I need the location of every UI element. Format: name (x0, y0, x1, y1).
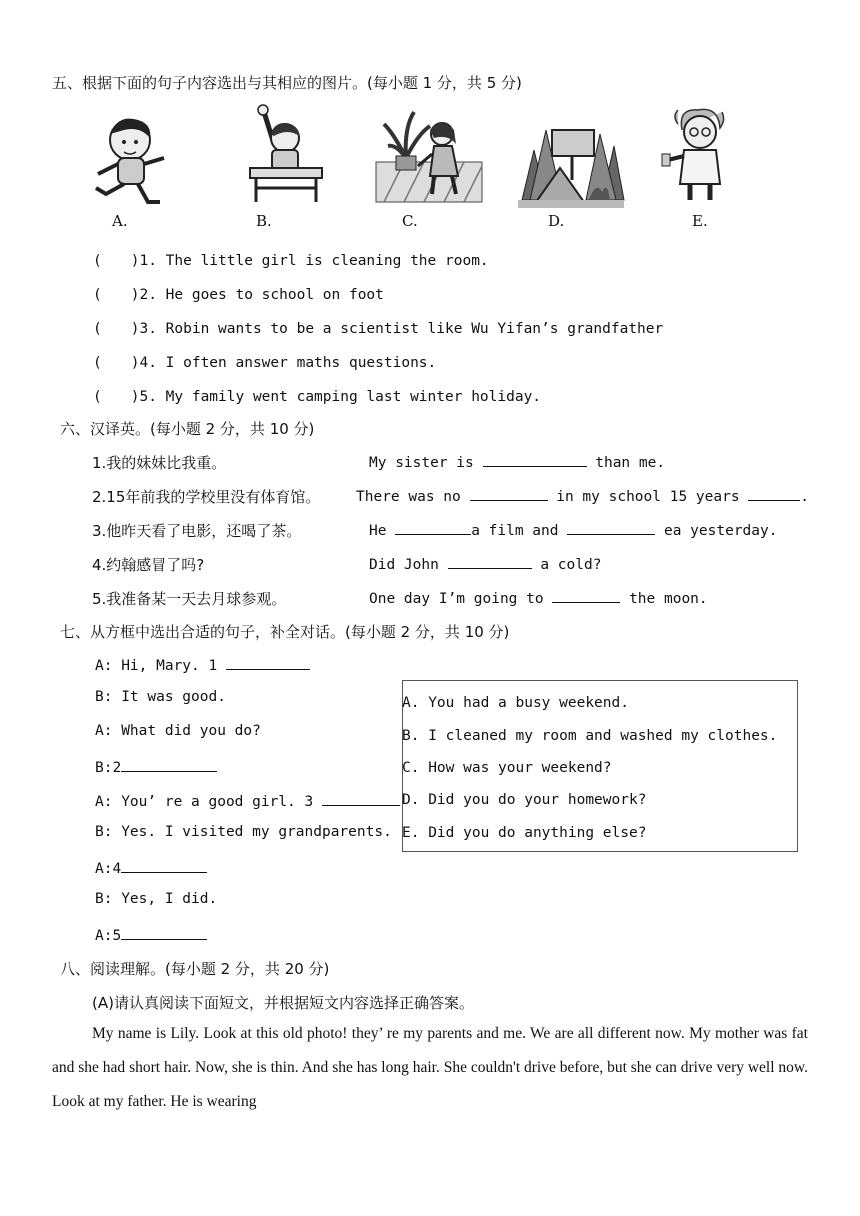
answer-blank[interactable] (395, 520, 471, 535)
s6-en-1: My sister is than me. (369, 452, 665, 471)
option-c: C. How was your weekend? (402, 760, 612, 776)
s6-en-2: There was no in my school 15 years . (356, 486, 809, 505)
answer-blank[interactable] (470, 486, 548, 501)
running-boy-icon (78, 112, 188, 212)
dialogue-line-5: A: You’ re a good girl. 3 (95, 791, 400, 810)
dialogue-line-1: A: Hi, Mary. 1 (95, 655, 310, 674)
answer-blank[interactable] (483, 452, 587, 467)
reading-passage: My name is Lily. Look at this old photo! they’ re my parents and me. We are all different now. My mother was fat and she had short hair. Now, she is thin. And she has long hair. She couldn't drive before, but she can drive very well now. Look at my father. He is wearing (52, 1025, 808, 1110)
girl-cleaning-icon (374, 104, 484, 204)
section8-title: 八、阅读理解。(每小题 2 分，共 20 分) (60, 960, 330, 978)
s5-item-4: ( )4. I often answer maths questions. (93, 355, 437, 371)
answer-blank[interactable] (448, 554, 532, 569)
picture-label-a: A. (112, 212, 128, 230)
answer-blank[interactable] (121, 757, 217, 772)
section6-title: 六、汉译英。(每小题 2 分，共 10 分) (60, 420, 315, 438)
option-b: B. I cleaned my room and washed my clothes. (402, 728, 778, 744)
option-e: E. Did you do anything else? (402, 825, 647, 841)
dialogue-line-7: A:4 (95, 858, 207, 877)
s6-cn-2: 2.15年前我的学校里没有体育馆。 (92, 488, 321, 506)
section8-subtitle: (A)请认真阅读下面短文，并根据短文内容选择正确答案。 (92, 994, 474, 1012)
option-a: A. You had a busy weekend. (402, 695, 629, 711)
s6-en-5: One day I’m going to the moon. (369, 588, 708, 607)
answer-blank[interactable] (322, 791, 400, 806)
answer-blank[interactable] (552, 588, 620, 603)
dialogue-line-8: B: Yes, I did. (95, 891, 218, 907)
picture-label-c: C. (402, 212, 418, 230)
picture-label-b: B. (256, 212, 272, 230)
answer-blank[interactable] (748, 486, 800, 501)
s6-cn-3: 3.他昨天看了电影，还喝了茶。 (92, 522, 302, 540)
dialogue-line-6: B: Yes. I visited my grandparents. (95, 824, 392, 840)
option-d: D. Did you do your homework? (402, 792, 647, 808)
camping-tent-icon (516, 110, 626, 210)
answer-blank[interactable] (226, 655, 310, 670)
s5-item-2: ( )2. He goes to school on foot (93, 287, 384, 303)
s6-en-3: He a film and ea yesterday. (369, 520, 777, 539)
scientist-icon (648, 104, 758, 204)
answer-blank[interactable] (121, 858, 207, 873)
s6-cn-4: 4.约翰感冒了吗? (92, 556, 205, 574)
s6-cn-5: 5.我准备某一天去月球参观。 (92, 590, 287, 608)
section5-title: 五、根据下面的句子内容选出与其相应的图片。(每小题 1 分，共 5 分) (52, 74, 522, 92)
picture-label-d: D. (548, 212, 565, 230)
boy-raising-hand-icon (230, 104, 340, 204)
picture-label-e: E. (692, 212, 708, 230)
s5-item-1: ( )1. The little girl is cleaning the room. (93, 253, 489, 269)
answer-blank[interactable] (121, 925, 207, 940)
s6-cn-1: 1.我的妹妹比我重。 (92, 454, 227, 472)
dialogue-line-3: A: What did you do? (95, 723, 261, 739)
answer-blank[interactable] (567, 520, 655, 535)
dialogue-line-9: A:5 (95, 925, 207, 944)
dialogue-line-2: B: It was good. (95, 689, 226, 705)
dialogue-line-4: B:2 (95, 757, 217, 776)
section7-title: 七、从方框中选出合适的句子，补全对话。(每小题 2 分，共 10 分) (60, 623, 510, 641)
s5-item-3: ( )3. Robin wants to be a scientist like Wu Yifan’s grandfather (93, 321, 664, 337)
s6-en-4: Did John a cold? (369, 554, 601, 573)
s5-item-5: ( )5. My family went camping last winter holiday. (93, 389, 542, 405)
